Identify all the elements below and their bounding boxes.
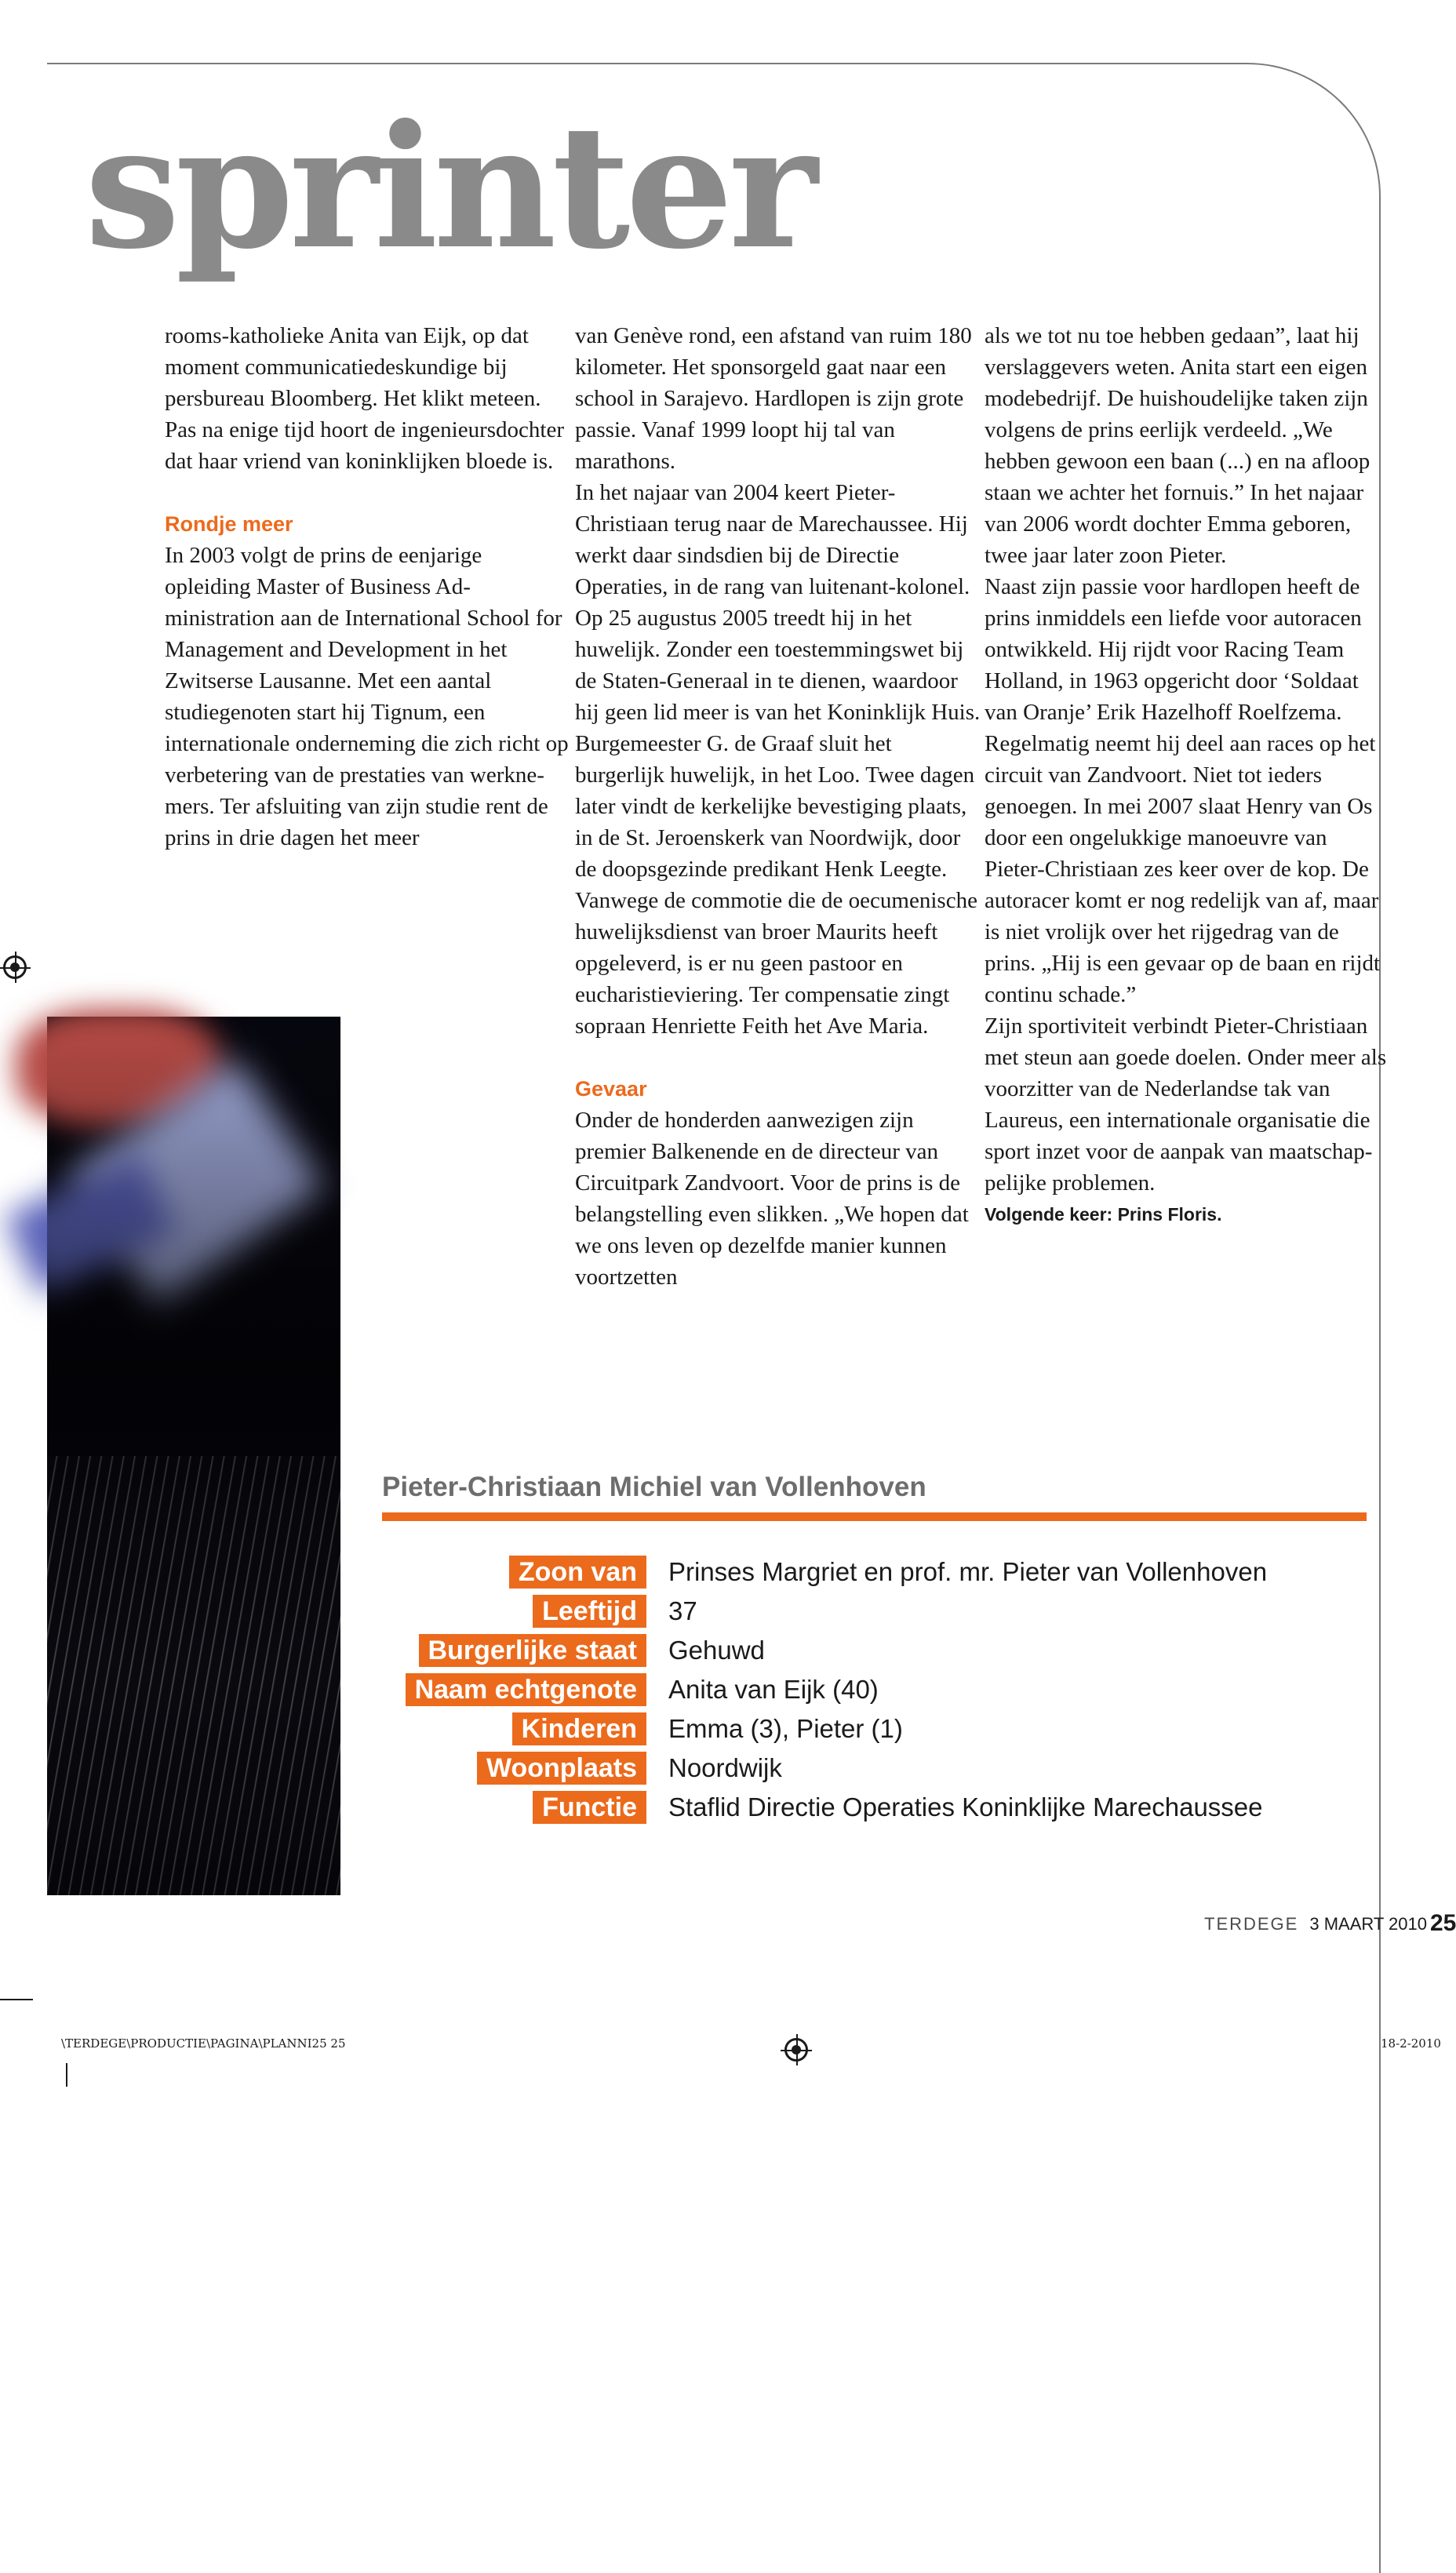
fact-value: Anita van Eijk (40) — [668, 1675, 879, 1704]
section-subhead: Rondje meer — [165, 512, 293, 536]
article-paragraph: In het najaar van 2004 keert Pieter-Christiaan terug naar de Marechaussee. Hij werkt daar sindsdien bij de Directie Operaties, in de rang van luitenant-kolonel. Op 25 augustus 2005 treedt hij in het huwelijk. Zonder een toestemmingswet bij de Staten-Generaal in te dienen, waardoor hij geen lid meer is van het Koninklijk Huis. Burgemeester G. de Graaf sluit het burgerlijk huwelijk, in het Loo. Twee dagen later vindt de kerkelijke bevestiging plaats, in de St. Jeroenskerk van Noordwijk, door de doopsgezinde predikant Henk Leegte. Vanwege de commotie die de oecumenische huwelijksdienst van broer Maurits heeft opgeleverd, is er nu geen pastoor en eucharistieviering. Ter compensatie zingt sopraan Henriette Feith het Ave Maria. — [575, 480, 981, 1039]
fact-label-box — [377, 1712, 646, 1745]
registration-mark-bottom — [784, 2038, 808, 2062]
fact-label: Kinderen — [512, 1712, 646, 1745]
fact-value: 37 — [668, 1596, 697, 1625]
fact-value: Noordwijk — [668, 1753, 782, 1782]
fact-row — [377, 1791, 1396, 1830]
print-slug-date: 18-2-2010 — [1381, 2036, 1441, 2051]
fact-label-box — [377, 1595, 646, 1628]
fact-label-box — [377, 1752, 646, 1785]
article-column-1 — [165, 320, 573, 853]
fact-row — [377, 1673, 1396, 1712]
headline: sprinter — [85, 87, 814, 286]
fact-row — [377, 1752, 1396, 1791]
fact-label: Zoon van — [509, 1556, 646, 1589]
article-column-3 — [985, 320, 1392, 1230]
photo-shade — [47, 1017, 340, 1895]
fact-label: Functie — [533, 1791, 646, 1824]
fact-row — [377, 1595, 1396, 1634]
next-issue-note: Volgende keer: Prins Floris. — [985, 1204, 1222, 1225]
fact-value: Emma (3), Pieter (1) — [668, 1714, 903, 1743]
article-paragraph: Onder de honderden aanwezigen zijn premier Balkenende en de directeur van Circuitpark Zandvoort. Voor de prins is de belangstelling even slikken. „We hopen dat we ons leven op dezelfde manier kunnen voortzetten — [575, 1108, 969, 1290]
footer-magazine-name: TERDEGE — [1204, 1914, 1299, 1934]
section-subhead: Gevaar — [575, 1077, 647, 1101]
article-paragraph: als we tot nu toe hebben gedaan”, laat hij verslaggevers weten. Anita start een eigen modebedrijf. De huishoudelijke taken zijn volgens de prins eerlijk verdeeld. „We hebben gewoon een baan (...) en na afloop staan we achter het fornuis.” In het najaar van 2006 wordt dochter Emma geboren, twee jaar later zoon Pieter. — [985, 323, 1370, 568]
crop-mark-left-horizontal — [0, 1999, 33, 2000]
fact-label: Naam echtgenote — [406, 1673, 646, 1706]
fact-row — [377, 1556, 1396, 1595]
fact-value: Prinses Margriet en prof. mr. Pieter van Vollenhoven — [668, 1557, 1268, 1586]
profile-title: Pieter-Christiaan Michiel van Vollenhoven — [382, 1472, 926, 1502]
article-paragraph: van Genève rond, een afstand van ruim 180 kilometer. Het sponsorgeld gaat naar een school in Sarajevo. Hardlopen is zijn grote passie. Vanaf 1999 loopt hij tal van marathons. — [575, 323, 972, 474]
fact-row — [377, 1634, 1396, 1673]
paragraph-gap — [575, 1042, 983, 1073]
registration-mark-left — [3, 955, 27, 979]
footer-date: 3 MAART 2010 — [1309, 1914, 1427, 1934]
page-footer — [1204, 1910, 1456, 1936]
fact-label-box — [377, 1634, 646, 1667]
article-paragraph: rooms-katholieke Anita van Eijk, op dat moment communicatiedeskundige bij persbureau Bloomberg. Het klikt meteen. Pas na enige tijd hoort de ingenieursdochter dat haar vriend van koninklijken bloede is. — [165, 323, 564, 474]
print-slug-path: \TERDEGE\PRODUCTIE\PAGINA\PLANNI25 25 — [61, 2036, 346, 2051]
crop-mark-left-vertical — [66, 2063, 67, 2087]
article-column-2 — [575, 320, 983, 1293]
registration-mark-dot — [10, 963, 20, 972]
article-paragraph: Zijn sportiviteit verbindt Pieter-Christiaan met steun aan goede doelen. Onder meer als voorzitter van de Nederlandse tak van Laureus, een internationale organisatie die sport inzet voor de aanpak van maatschappelijke problemen. — [985, 1014, 1387, 1196]
footer-page-number: 25 — [1430, 1910, 1456, 1936]
fact-value: Gehuwd — [668, 1636, 765, 1665]
profile-fact-list — [377, 1556, 1396, 1830]
fact-label-box — [377, 1791, 646, 1824]
profile-rule — [382, 1512, 1367, 1521]
fact-label: Burgerlijke staat — [419, 1634, 646, 1667]
fact-row — [377, 1712, 1396, 1752]
article-paragraph: In 2003 volgt de prins de eenjarige opleiding Master of Business Administration aan de International School for Management and Development in het Zwitserse Lausanne. Met een aantal studiegenoten start hij Tignum, een internationale onderneming die zich richt op verbetering van de prestaties van werknemers. Ter afsluiting van zijn studie rent de prins in drie dagen het meer — [165, 543, 569, 850]
registration-mark-dot — [792, 2045, 801, 2054]
fact-label: Leeftijd — [533, 1595, 646, 1628]
portrait-photo — [47, 1017, 340, 1895]
fact-value: Staflid Directie Operaties Koninklijke Marechaussee — [668, 1792, 1263, 1821]
fact-label: Woonplaats — [477, 1752, 646, 1785]
paragraph-gap — [165, 477, 573, 508]
article-paragraph: Naast zijn passie voor hardlopen heeft de prins inmiddels een liefde voor autoracen ontwikkeld. Hij rijdt voor Racing Team Holland, in 1963 opgericht door ‘Soldaat van Oranje’ Erik Hazelhoff Roelfzema. Regelmatig neemt hij deel aan races op het circuit van Zandvoort. Niet tot ieders genoegen. In mei 2007 slaat Henry van Os door een ongelukkige manoeuvre van Pieter-Christiaan zes keer over de kop. De autoracer komt er nog redelijk van af, maar is niet vrolijk over het rijgedrag van de prins. „Hij is een gevaar op de baan en rijdt continu schade.” — [985, 574, 1381, 1007]
fact-label-box — [377, 1556, 646, 1589]
fact-label-box — [377, 1673, 646, 1706]
